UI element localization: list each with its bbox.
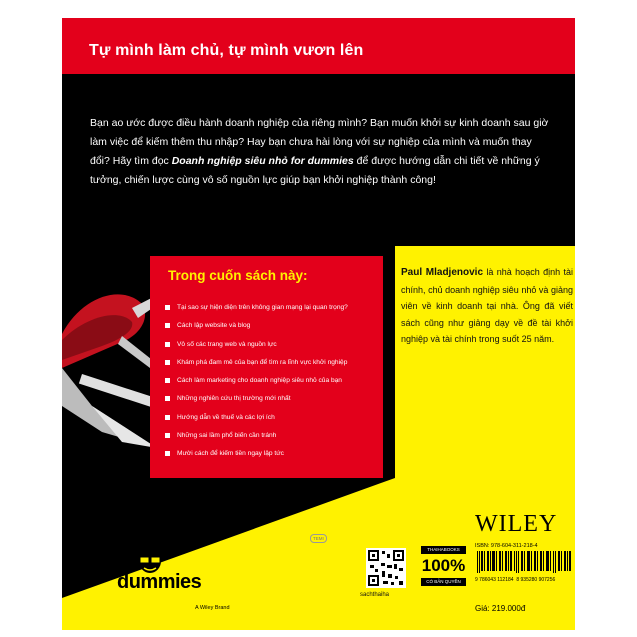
seal-bottom-label: CÓ BẢN QUYỀN [421,578,466,586]
list-item [164,432,376,450]
price-label: Giá: 219.000đ [475,604,526,613]
for-label: for [147,552,155,558]
list-item [164,395,376,413]
barcode-digits-1: 9 786043 112184 [475,577,514,583]
qr-code-icon [366,548,406,588]
barcode-digits [475,577,555,583]
publisher-logo: WILEY [475,511,558,537]
bullet-square-icon [165,451,170,456]
bullet-square-icon [165,323,170,328]
barcode-digits-2: 8 935280 907256 [516,577,556,583]
list-item-text: Tại sao sự hiện diện trên không gian mạng lại quan trọng? [177,304,348,311]
list-item [164,322,376,340]
bullet-square-icon [165,433,170,438]
dummies-wordmark: dummies [117,571,202,593]
intro-book-title: Doanh nghiệp siêu nhỏ for dummies [171,155,354,167]
bullet-square-icon [165,305,170,310]
list-item-text: Những sai lầm phổ biến cần tránh [177,432,277,440]
small-tag: TEMI [310,534,327,543]
list-item-text: Mười cách để kiếm tiền ngay lập tức [177,450,284,458]
bullet-square-icon [165,415,170,420]
contents-box [150,256,383,478]
isbn-barcode-icon [477,551,571,573]
list-item-text: Cách làm marketing cho doanh nghiệp siêu nhỏ của bạn [177,377,342,385]
list-item-text: Vô số các trang web và nguồn lực [177,340,277,348]
intro-paragraph [90,114,550,190]
qr-caption: sachthaiha [360,592,390,598]
intro-text-1: Bạn ao ước được điều hành doanh nghiệp của riêng mình? Bạn muốn khởi sự kinh doanh sau giờ làm việc để kiếm thêm thu nhập? Hay bạn chưa hài lòng với sự nghiệp của mình và muốn thay đổi? Hãy tìm đọc [90,117,549,167]
list-item [164,359,376,377]
copyright-seal [421,546,466,598]
contents-list [164,304,376,469]
bullet-square-icon [165,396,170,401]
list-item [164,377,376,395]
book-back-cover [62,18,575,630]
intro-text-2: để được hướng dẫn chi tiết về những ý tưởng, chiến lược cùng vô số nguồn lực giúp bạn khởi nghiệp thành công! [90,155,540,186]
isbn-label: ISBN: 978-604-311-218-4 [475,543,538,549]
dummies-logo [115,545,235,615]
list-item-text: Cách lập website và blog [177,322,251,330]
list-item-text: Khám phá đam mê của bạn để tìm ra lĩnh vực khởi nghiệp [177,358,348,366]
list-item-text: Hướng dẫn về thuế và các lợi ích [177,413,275,421]
seal-percent: 100% [421,556,466,575]
bullet-square-icon [165,360,170,365]
author-bio [401,264,573,348]
list-item-text: Những nghiên cứu thị trường mới nhất [177,395,291,403]
bullet-square-icon [165,378,170,383]
list-item [164,304,376,322]
author-name: Paul Mladjenovic [401,267,484,278]
headline: Tự mình làm chủ, tự mình vươn lên [89,42,364,59]
list-item [164,341,376,359]
contents-title: Trong cuốn sách này: [168,268,308,283]
bullet-square-icon [165,342,170,347]
wiley-brand-label: A Wiley Brand [195,605,230,611]
seal-top-label: THAIHABOOKS [421,546,466,554]
list-item [164,450,376,468]
author-bio-text: là nhà hoạch định tài chính, chủ doanh nghiệp siêu nhỏ và giảng viên về kinh doanh tại nhà. Ông đã viết sách cũng như giảng dạy về đề tài khởi nghiệp và tài chính trong suốt 25 năm. [401,267,573,344]
list-item [164,414,376,432]
